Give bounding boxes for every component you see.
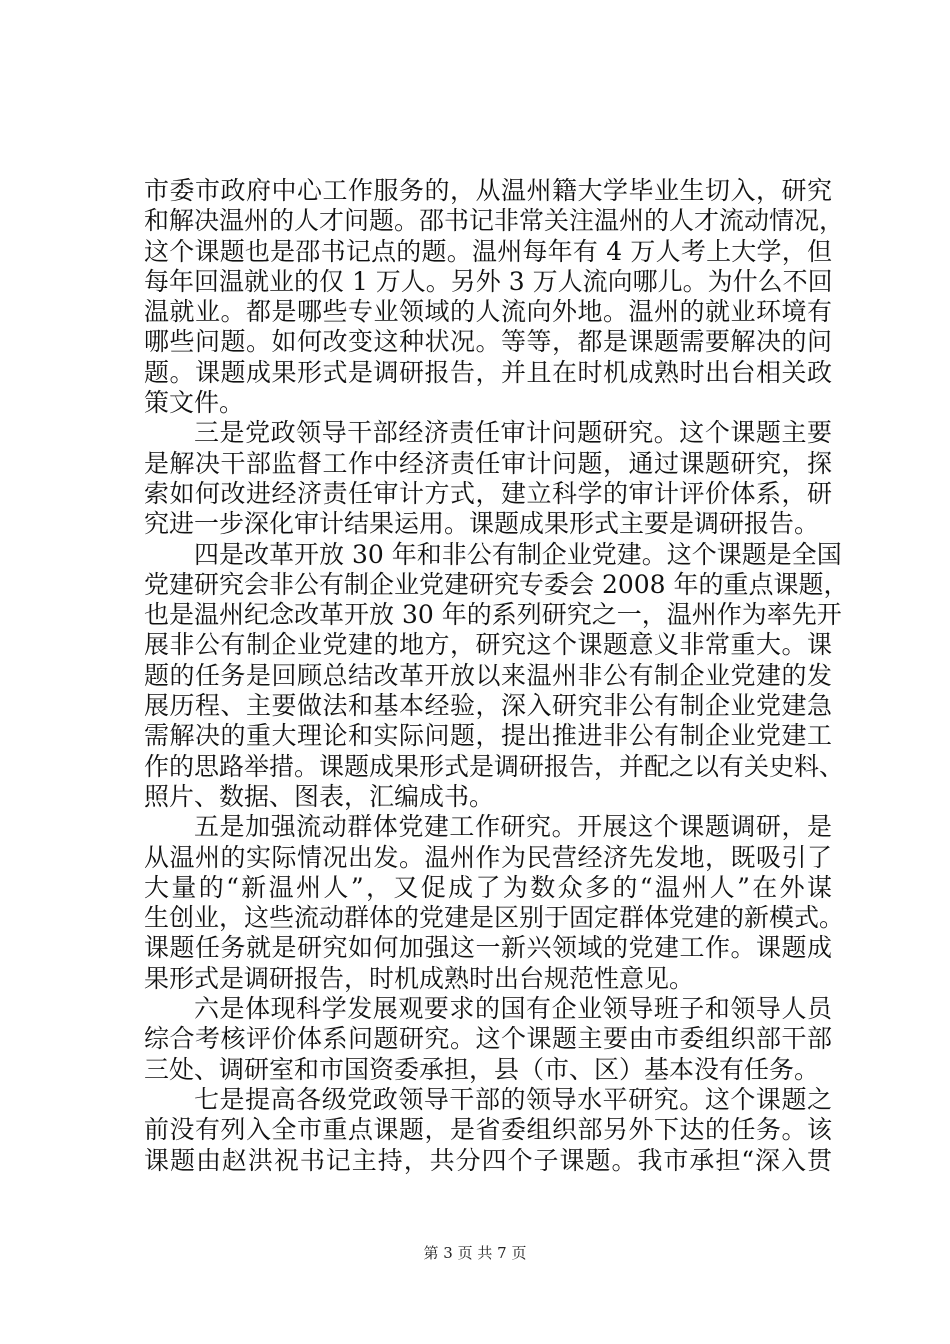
- paragraph-first-line: 五是加强流动群体党建工作研究。开展这个课题调研，是: [194, 812, 832, 842]
- text-line: 照片、数据、图表，汇编成书。: [144, 781, 495, 811]
- text-line: 展历程、主要做法和基本经验，深入研究非公有制企业党建急: [144, 691, 832, 721]
- text-line: 市委市政府中心工作服务的，从温州籍大学毕业生切入，研究: [144, 176, 832, 205]
- text-line: 需解决的重大理论和实际问题，提出推进非公有制企业党建工: [144, 721, 832, 751]
- text-line: 课题任务就是研究如何加强这一新兴领域的党建工作。课题成: [144, 933, 832, 963]
- text-line: 党建研究会非公有制企业党建研究专委会 2008 年的重点课题，: [144, 569, 849, 599]
- paragraph-first-line: 三是党政领导干部经济责任审计问题研究。这个课题主要: [194, 418, 832, 448]
- text-line: 展非公有制企业党建的地方，研究这个课题意义非常重大。课: [144, 630, 832, 660]
- text-line: 是解决干部监督工作中经济责任审计问题，通过课题研究，探: [144, 448, 832, 478]
- text-line: 哪些问题。如何改变这种状况。等等，都是课题需要解决的问: [144, 327, 832, 357]
- text-line: 也是温州纪念改革开放 30 年的系列研究之一，温州作为率先开: [144, 600, 842, 630]
- text-line: 从温州的实际情况出发。温州作为民营经济先发地，既吸引了: [144, 842, 832, 872]
- text-line: 题的任务是回顾总结改革开放以来温州非公有制企业党建的发: [144, 660, 832, 690]
- text-line: 这个课题也是邵书记点的题。温州每年有 4 万人考上大学，但: [144, 236, 832, 266]
- text-line: 前没有列入全市重点课题，是省委组织部另外下达的任务。该: [144, 1115, 832, 1145]
- text-line: 策文件。: [144, 388, 245, 418]
- text-line: 综合考核评价体系问题研究。这个课题主要由市委组织部干部: [144, 1024, 832, 1054]
- text-line: 究进一步深化审计结果运用。课题成果形式主要是调研报告。: [144, 509, 820, 539]
- text-line: 生创业，这些流动群体的党建是区别于固定群体党建的新模式。: [144, 903, 845, 933]
- text-line: 索如何改进经济责任审计方式，建立科学的审计评价体系，研: [144, 478, 832, 508]
- paragraph-first-line: 四是改革开放 30 年和非公有制企业党建。这个课题是全国: [194, 539, 842, 569]
- text-line: 大量的“新温州人”，又促成了为数众多的“温州人”在外谋: [144, 872, 832, 902]
- text-line: 三处、调研室和市国资委承担，县（市、区）基本没有任务。: [144, 1054, 820, 1084]
- page-footer: 第 3 页 共 7 页: [423, 1244, 527, 1262]
- text-line: 题。课题成果形式是调研报告，并且在时机成熟时出台相关政: [144, 357, 832, 387]
- text-line: 温就业。都是哪些专业领域的人流向外地。温州的就业环境有: [144, 297, 832, 327]
- text-line: 作的思路举措。课题成果形式是调研报告，并配之以有关史料、: [144, 751, 845, 781]
- paragraph-first-line: 七是提高各级党政领导干部的领导水平研究。这个课题之: [194, 1084, 832, 1114]
- text-line: 果形式是调研报告，时机成熟时出台规范性意见。: [144, 963, 695, 993]
- text-line: 课题由赵洪祝书记主持，共分四个子课题。我市承担“深入贯: [144, 1145, 832, 1175]
- text-line: 每年回温就业的仅 1 万人。另外 3 万人流向哪儿。为什么不回: [144, 266, 833, 296]
- paragraph-first-line: 六是体现科学发展观要求的国有企业领导班子和领导人员: [194, 994, 832, 1024]
- document-body: [144, 176, 849, 1176]
- text-line: 和解决温州的人才问题。邵书记非常关注温州的人才流动情况，: [144, 206, 845, 236]
